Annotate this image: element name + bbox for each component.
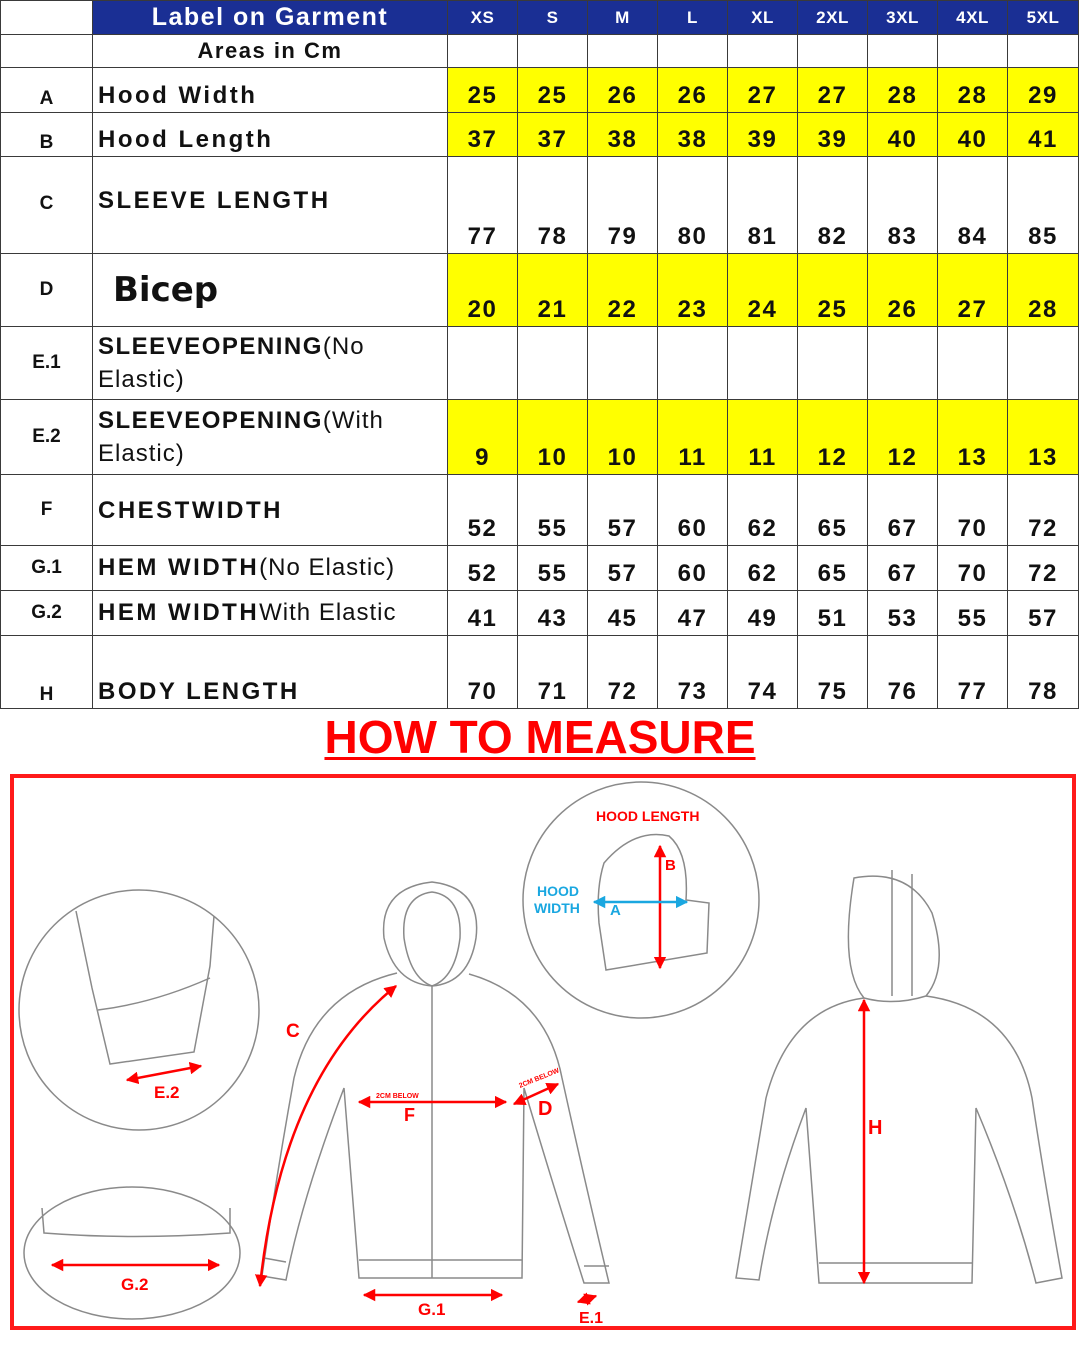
value-cell: 79 bbox=[588, 157, 658, 254]
measure-diagram bbox=[14, 778, 1072, 1326]
value-cell: 9 bbox=[448, 400, 518, 475]
f-label: F bbox=[404, 1105, 415, 1125]
value-cell bbox=[728, 327, 798, 400]
row-code: F bbox=[1, 475, 93, 546]
value-cell: 25 bbox=[798, 254, 868, 327]
table-row bbox=[1, 546, 1079, 591]
size-header: L bbox=[658, 1, 728, 35]
value-cell: 65 bbox=[798, 546, 868, 591]
size-header: 2XL bbox=[798, 1, 868, 35]
row-name bbox=[93, 327, 448, 400]
row-name bbox=[93, 400, 448, 475]
row-code: E.2 bbox=[1, 400, 93, 475]
value-cell: 23 bbox=[658, 254, 728, 327]
value-cell: 53 bbox=[868, 591, 938, 636]
value-cell: 13 bbox=[1008, 400, 1079, 475]
row-code: C bbox=[1, 157, 93, 254]
hood-length-label: HOOD LENGTH bbox=[596, 808, 700, 824]
table-row bbox=[1, 68, 1079, 113]
value-cell: 21 bbox=[518, 254, 588, 327]
row-name-suffix: (No Elastic) bbox=[98, 333, 365, 393]
hood-label: HOOD bbox=[537, 883, 579, 899]
value-cell: 20 bbox=[448, 254, 518, 327]
value-cell: 37 bbox=[518, 113, 588, 157]
row-name: BODY LENGTH bbox=[93, 636, 448, 709]
value-cell: 85 bbox=[1008, 157, 1079, 254]
value-cell: 77 bbox=[938, 636, 1008, 709]
value-cell: 22 bbox=[588, 254, 658, 327]
value-cell: 81 bbox=[728, 157, 798, 254]
d-label: D bbox=[538, 1098, 553, 1120]
how-to-measure-heading: HOW TO MEASURE bbox=[324, 711, 756, 763]
table-row bbox=[1, 400, 1079, 475]
table-row bbox=[1, 475, 1079, 546]
table-row bbox=[1, 157, 1079, 254]
header-row bbox=[1, 1, 1079, 35]
value-cell: 70 bbox=[448, 636, 518, 709]
size-header: 3XL bbox=[868, 1, 938, 35]
bicep-note-label: 2CM BELOW bbox=[518, 1067, 561, 1090]
value-cell: 38 bbox=[588, 113, 658, 157]
row-name-main: SLEEVEOPENING bbox=[98, 407, 323, 434]
row-name-main: HEM WIDTH bbox=[98, 599, 260, 626]
cuff-detail-circle bbox=[19, 890, 259, 1130]
value-cell bbox=[938, 327, 1008, 400]
hem-detail-band bbox=[42, 1208, 230, 1237]
g2-label: G.2 bbox=[121, 1275, 149, 1294]
row-name: Bicep bbox=[93, 254, 448, 327]
chest-note-label: 2CM BELOW bbox=[376, 1093, 419, 1100]
value-cell: 82 bbox=[798, 157, 868, 254]
value-cell: 72 bbox=[588, 636, 658, 709]
sleeve-opening-arrow bbox=[578, 1296, 596, 1302]
c-label: C bbox=[286, 1021, 300, 1042]
size-header: M bbox=[588, 1, 658, 35]
header-label: Label on Garment bbox=[93, 1, 448, 35]
value-cell: 62 bbox=[728, 546, 798, 591]
value-cell: 70 bbox=[938, 475, 1008, 546]
row-name-suffix: (No Elastic) bbox=[259, 554, 396, 581]
b-label: B bbox=[665, 857, 676, 874]
value-cell: 75 bbox=[798, 636, 868, 709]
size-header: 5XL bbox=[1008, 1, 1079, 35]
table-row bbox=[1, 113, 1079, 157]
row-code: G.1 bbox=[1, 546, 93, 591]
value-cell: 78 bbox=[518, 157, 588, 254]
value-cell: 40 bbox=[938, 113, 1008, 157]
value-cell: 39 bbox=[728, 113, 798, 157]
e1-label: E.1 bbox=[579, 1310, 604, 1326]
row-name-main: HEM WIDTH bbox=[98, 554, 260, 581]
subheader-row bbox=[1, 35, 1079, 68]
value-cell: 11 bbox=[658, 400, 728, 475]
value-cell bbox=[798, 327, 868, 400]
value-cell: 38 bbox=[658, 113, 728, 157]
row-name: Hood Width bbox=[93, 68, 448, 113]
value-cell: 41 bbox=[1008, 113, 1079, 157]
row-name-suffix: With Elastic bbox=[259, 599, 397, 626]
value-cell: 62 bbox=[728, 475, 798, 546]
value-cell bbox=[658, 327, 728, 400]
e2-arrow bbox=[127, 1066, 201, 1080]
size-header: XL bbox=[728, 1, 798, 35]
value-cell: 72 bbox=[1008, 546, 1079, 591]
value-cell bbox=[448, 327, 518, 400]
row-code: D bbox=[1, 254, 93, 327]
value-cell: 49 bbox=[728, 591, 798, 636]
g1-label: G.1 bbox=[418, 1300, 446, 1319]
table-row bbox=[1, 254, 1079, 327]
value-cell: 25 bbox=[518, 68, 588, 113]
value-cell: 47 bbox=[658, 591, 728, 636]
a-label: A bbox=[610, 902, 621, 919]
value-cell: 57 bbox=[588, 475, 658, 546]
measure-diagram-frame bbox=[10, 774, 1076, 1330]
table-row bbox=[1, 636, 1079, 709]
value-cell: 52 bbox=[448, 546, 518, 591]
value-cell: 40 bbox=[868, 113, 938, 157]
value-cell: 24 bbox=[728, 254, 798, 327]
row-name: CHESTWIDTH bbox=[93, 475, 448, 546]
value-cell bbox=[518, 327, 588, 400]
value-cell: 26 bbox=[658, 68, 728, 113]
value-cell bbox=[588, 327, 658, 400]
row-name bbox=[93, 546, 448, 591]
value-cell: 52 bbox=[448, 475, 518, 546]
value-cell bbox=[868, 327, 938, 400]
value-cell: 67 bbox=[868, 546, 938, 591]
value-cell: 60 bbox=[658, 546, 728, 591]
value-cell: 28 bbox=[938, 68, 1008, 113]
value-cell: 25 bbox=[448, 68, 518, 113]
size-header: S bbox=[518, 1, 588, 35]
row-code: G.2 bbox=[1, 591, 93, 636]
value-cell: 70 bbox=[938, 546, 1008, 591]
e2-label: E.2 bbox=[154, 1083, 180, 1102]
value-cell: 28 bbox=[1008, 254, 1079, 327]
table-row bbox=[1, 327, 1079, 400]
row-code: B bbox=[1, 113, 93, 157]
value-cell: 71 bbox=[518, 636, 588, 709]
cuff-seam bbox=[98, 978, 210, 1010]
hem-detail-circle bbox=[24, 1187, 240, 1319]
value-cell: 10 bbox=[588, 400, 658, 475]
row-name: SLEEVE LENGTH bbox=[93, 157, 448, 254]
value-cell: 60 bbox=[658, 475, 728, 546]
sub-label: Areas in Cm bbox=[93, 35, 448, 68]
cuff-detail-sleeve bbox=[76, 911, 214, 1064]
value-cell: 37 bbox=[448, 113, 518, 157]
value-cell: 74 bbox=[728, 636, 798, 709]
value-cell: 80 bbox=[658, 157, 728, 254]
hoodie-front-drawing bbox=[262, 882, 609, 1283]
value-cell: 55 bbox=[938, 591, 1008, 636]
value-cell: 83 bbox=[868, 157, 938, 254]
value-cell: 27 bbox=[798, 68, 868, 113]
size-header: 4XL bbox=[938, 1, 1008, 35]
value-cell: 84 bbox=[938, 157, 1008, 254]
row-name: Hood Length bbox=[93, 113, 448, 157]
value-cell: 67 bbox=[868, 475, 938, 546]
how-to-measure-title bbox=[0, 710, 1080, 764]
value-cell: 27 bbox=[938, 254, 1008, 327]
value-cell: 55 bbox=[518, 546, 588, 591]
value-cell: 57 bbox=[1008, 591, 1079, 636]
value-cell: 41 bbox=[448, 591, 518, 636]
value-cell: 78 bbox=[1008, 636, 1079, 709]
row-name-suffix: (With Elastic) bbox=[98, 407, 384, 467]
sleeve-length-arrow bbox=[260, 986, 396, 1286]
value-cell: 57 bbox=[588, 546, 658, 591]
value-cell: 39 bbox=[798, 113, 868, 157]
value-cell bbox=[1008, 327, 1079, 400]
value-cell: 27 bbox=[728, 68, 798, 113]
value-cell: 26 bbox=[868, 254, 938, 327]
value-cell: 77 bbox=[448, 157, 518, 254]
value-cell: 65 bbox=[798, 475, 868, 546]
value-cell: 28 bbox=[868, 68, 938, 113]
width-label: WIDTH bbox=[534, 900, 580, 916]
value-cell: 51 bbox=[798, 591, 868, 636]
value-cell: 12 bbox=[798, 400, 868, 475]
value-cell: 29 bbox=[1008, 68, 1079, 113]
value-cell: 55 bbox=[518, 475, 588, 546]
corner-cell bbox=[1, 1, 93, 35]
value-cell: 45 bbox=[588, 591, 658, 636]
row-name bbox=[93, 591, 448, 636]
value-cell: 13 bbox=[938, 400, 1008, 475]
value-cell: 11 bbox=[728, 400, 798, 475]
size-header: XS bbox=[448, 1, 518, 35]
row-code: A bbox=[1, 68, 93, 113]
table-row bbox=[1, 591, 1079, 636]
row-code: E.1 bbox=[1, 327, 93, 400]
value-cell: 43 bbox=[518, 591, 588, 636]
value-cell: 72 bbox=[1008, 475, 1079, 546]
h-label: H bbox=[868, 1117, 883, 1139]
row-name-main: SLEEVEOPENING bbox=[98, 333, 323, 360]
blank-cell bbox=[1, 35, 93, 68]
value-cell: 76 bbox=[868, 636, 938, 709]
value-cell: 26 bbox=[588, 68, 658, 113]
value-cell: 12 bbox=[868, 400, 938, 475]
value-cell: 10 bbox=[518, 400, 588, 475]
hoodie-back-drawing bbox=[736, 870, 1062, 1283]
row-code: H bbox=[1, 636, 93, 709]
value-cell: 73 bbox=[658, 636, 728, 709]
